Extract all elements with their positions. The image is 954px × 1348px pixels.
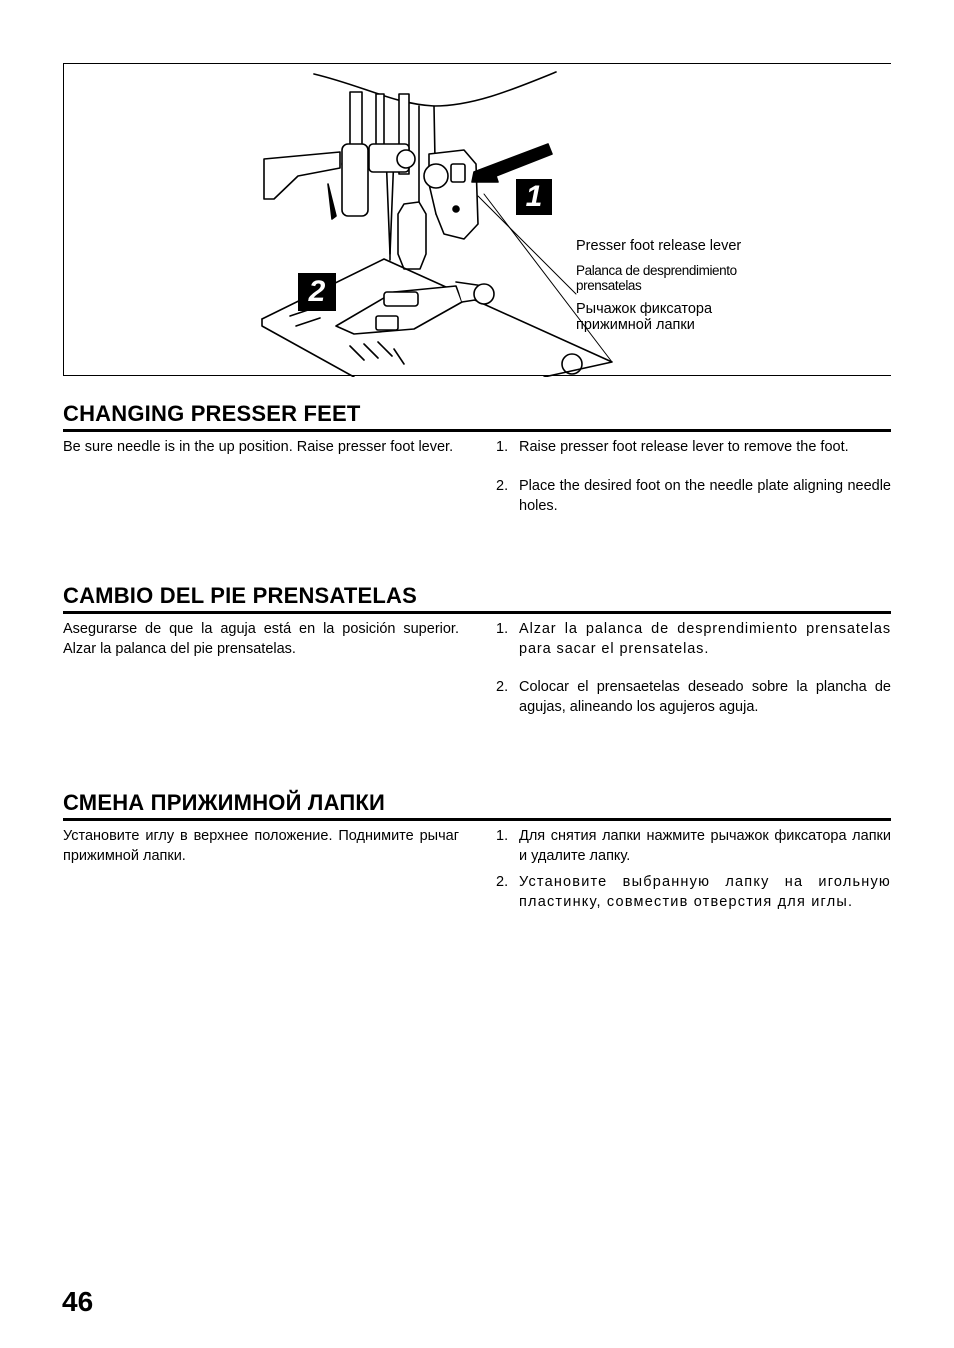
step-text: Place the desired foot on the needle plate aligning needle holes. [519,478,891,514]
step-russian-1 [496,827,891,866]
step-text: Alzar la palanca de desprendimiento prensatelas para sacar el prensatelas. [519,621,891,657]
step-number: 2. [496,874,509,890]
step-number: 1. [496,621,509,637]
step-spanish-2 [496,678,891,717]
intro-spanish: Asegurarse de que la aguja está en la posición superior. Alzar la palanca del pie prensatelas. [63,621,459,657]
presser-foot-illustration [64,64,892,377]
step-number: 2. [496,478,509,494]
section-title-russian: СМЕНА ПРИЖИМНОЙ ЛАПКИ [63,790,891,821]
page-number: 46 [62,1286,94,1317]
callout-english: Presser foot release lever [576,238,742,254]
step-english-1 [496,438,891,458]
step-spanish-1 [496,620,891,659]
callout-russian: Рычажок фиксатора прижимной лапки [576,301,713,333]
step-marker-1: 1 [516,179,552,215]
step-marker-2: 2 [298,273,336,311]
step-number: 1. [496,439,509,455]
step-number: 1. [496,828,509,844]
callout-spanish: Palanca de desprendimiento prensatelas [576,263,737,293]
step-text: Установите выбранную лапку на игольную пластинку, совместив отверстия для иглы. [519,874,891,910]
illustration-frame [63,63,891,376]
intro-english: Be sure needle is in the up position. Raise presser foot lever. [63,439,454,455]
step-text: Colocar el prensaetelas deseado sobre la plancha de agujas, alineando los agujeros aguja. [519,679,891,715]
step-text: Для снятия лапки нажмите рычажок фиксатора лапки и удалите лапку. [519,828,891,864]
section-title-spanish: CAMBIO DEL PIE PRENSATELAS [63,583,891,614]
step-english-2 [496,477,891,516]
intro-russian: Установите иглу в верхнее положение. Поднимите рычаг прижимной лапки. [63,828,459,864]
step-russian-2 [496,873,891,912]
step-number: 2. [496,679,509,695]
step-text: Raise presser foot release lever to remove the foot. [519,439,849,455]
section-title-english: CHANGING PRESSER FEET [63,401,891,432]
